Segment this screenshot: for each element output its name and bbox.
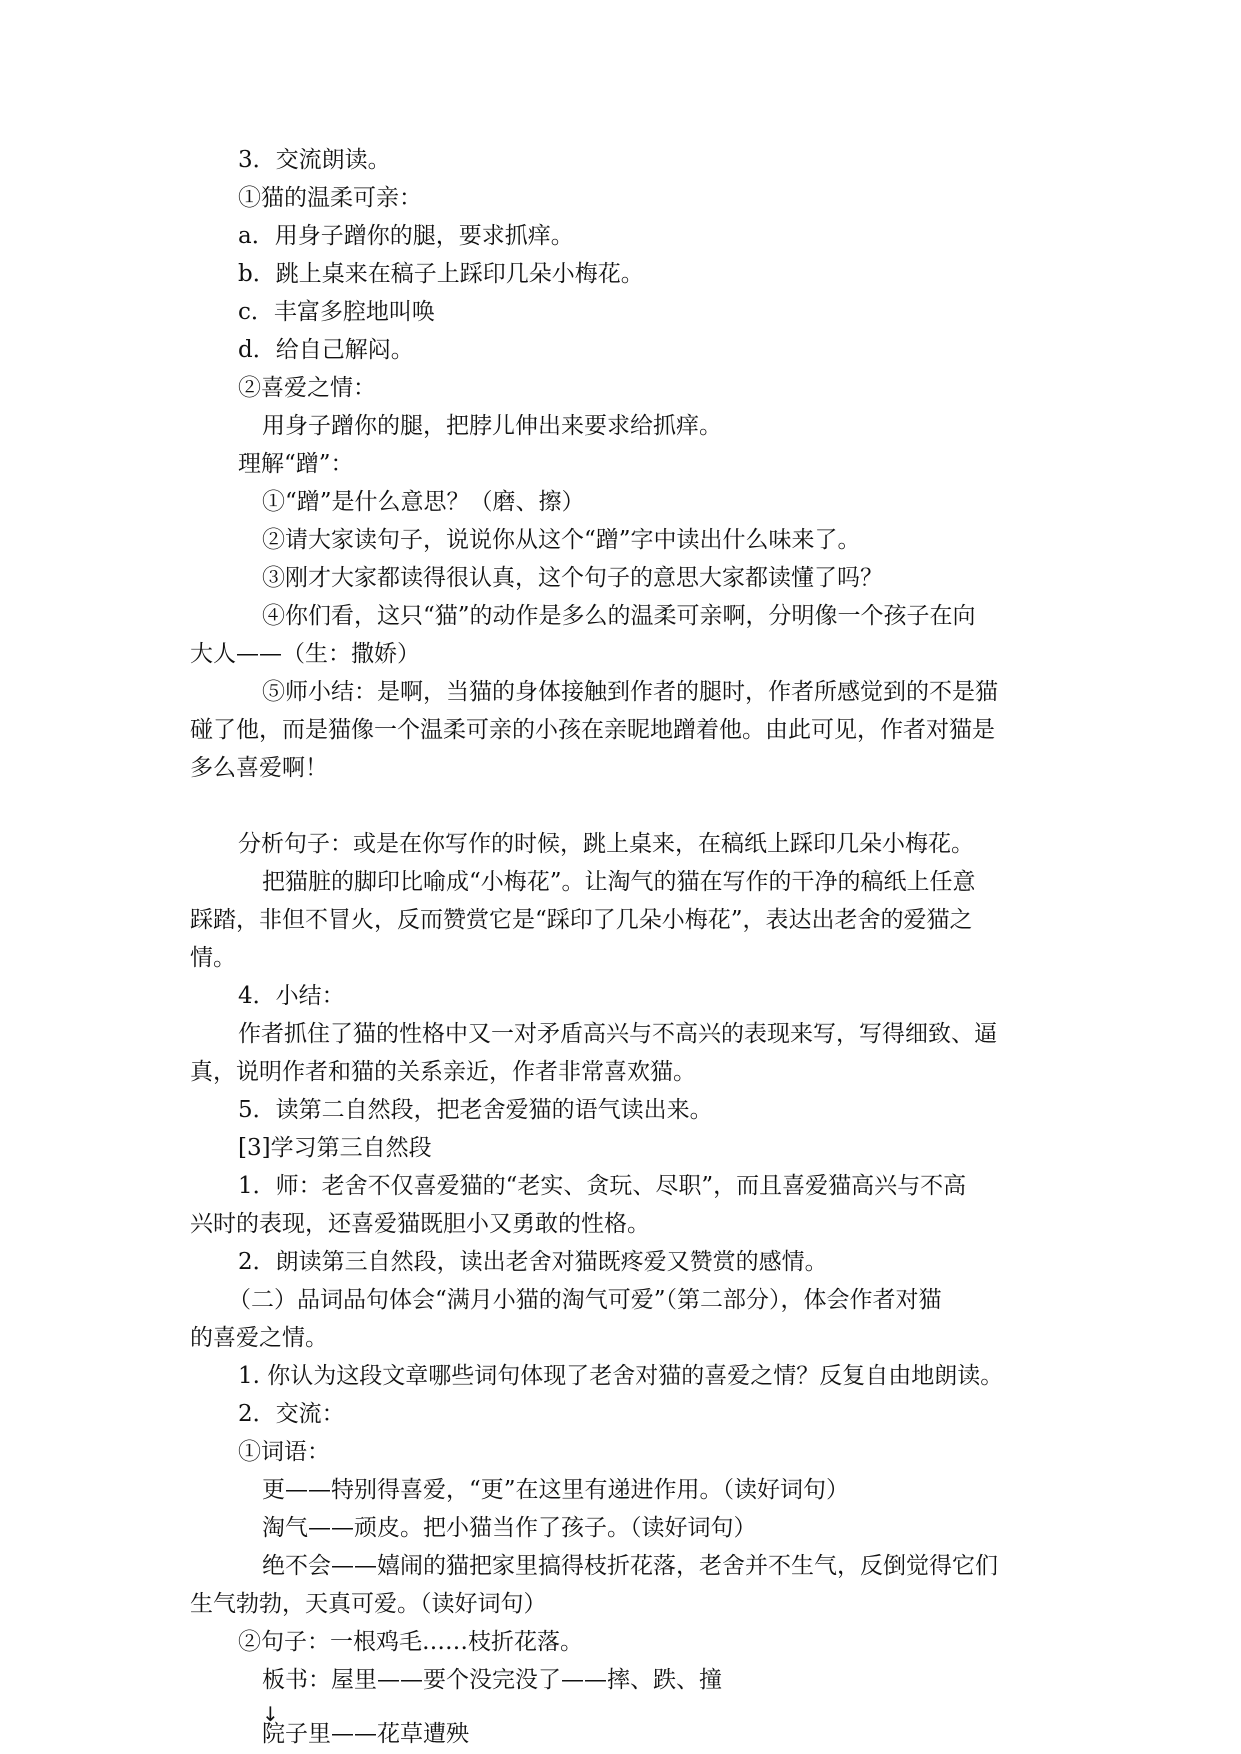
text-line: ②句子：一根鸡毛……枝折花落。: [238, 1629, 583, 1655]
text-line: 5．读第二自然段，把老舍爱猫的语气读出来。: [238, 1097, 713, 1123]
text-line: 踩踏，非但不冒火，反而赞赏它是“踩印了几朵小梅花”，表达出老舍的爱猫之: [190, 907, 973, 933]
text-line: 多么喜爱啊！: [190, 755, 328, 781]
text-line: 生气勃勃，天真可爱。（读好词句）: [190, 1591, 547, 1617]
text-line: ①词语：: [238, 1439, 330, 1465]
text-line: 碰了他，而是猫像一个温柔可亲的小孩在亲昵地蹭着他。由此可见，作者对猫是: [190, 717, 995, 743]
text-line: 情。: [190, 945, 236, 971]
text-line: 兴时的表现，还喜爱猫既胆小又勇敢的性格。: [190, 1211, 650, 1237]
text-line: 板书：屋里——要个没完没了——摔、跌、撞: [262, 1667, 722, 1693]
text-line: （二）品词品句体会“满月小猫的淘气可爱”（第二部分），体会作者对猫: [228, 1287, 942, 1313]
text-line: ①猫的温柔可亲：: [238, 185, 422, 211]
text-line: ②喜爱之情：: [238, 375, 376, 401]
text-line: ②请大家读句子，说说你从这个“蹭”字中读出什么味来了。: [262, 527, 861, 553]
text-line: 1．师：老舍不仅喜爱猫的“老实、贪玩、尽职”，而且喜爱猫高兴与不高: [238, 1173, 967, 1199]
text-line: 淘气——顽皮。把小猫当作了孩子。（读好词句）: [262, 1515, 757, 1541]
text-line: ④你们看，这只“猫”的动作是多么的温柔可亲啊，分明像一个孩子在向: [262, 603, 976, 629]
text-line: a．用身子蹭你的腿，要求抓痒。: [238, 223, 574, 249]
text-line: 理解“蹭”：: [238, 451, 354, 477]
text-line: ①“蹭”是什么意思？（磨、擦）: [262, 489, 585, 515]
text-line: 绝不会——嬉闹的猫把家里搞得枝折花落，老舍并不生气，反倒觉得它们: [262, 1553, 998, 1579]
text-line: b．跳上桌来在稿子上踩印几朵小梅花。: [238, 261, 644, 287]
text-line: ⑤师小结：是啊，当猫的身体接触到作者的腿时，作者所感觉到的不是猫: [262, 679, 998, 705]
text-line: 2．交流：: [238, 1401, 345, 1427]
text-line: 3．交流朗读。: [238, 147, 391, 173]
text-line: d．给自己解闷。: [238, 337, 414, 363]
text-line: 用身子蹭你的腿，把脖儿伸出来要求给抓痒。: [262, 413, 722, 439]
text-line: 把猫脏的脚印比喻成“小梅花”。让淘气的猫在写作的干净的稿纸上任意: [262, 869, 976, 895]
text-line: 院子里——花草遭殃: [262, 1721, 469, 1747]
down-arrow-icon: ↓: [262, 1702, 279, 1726]
text-line: 1. 你认为这段文章哪些词句体现了老舍对猫的喜爱之情？反复自由地朗读。: [238, 1363, 1004, 1389]
text-line: 真，说明作者和猫的关系亲近，作者非常喜欢猫。: [190, 1059, 696, 1085]
text-line: 4．小结：: [238, 983, 345, 1009]
text-line: 作者抓住了猫的性格中又一对矛盾高兴与不高兴的表现来写，写得细致、逼: [238, 1021, 997, 1047]
text-line: 分析句子：或是在你写作的时候，跳上桌来，在稿纸上踩印几朵小梅花。: [238, 831, 974, 857]
text-line: c．丰富多腔地叫唤: [238, 299, 435, 325]
text-line: [3]学习第三自然段: [238, 1135, 432, 1161]
text-line: 2．朗读第三自然段，读出老舍对猫既疼爱又赞赏的感情。: [238, 1249, 828, 1275]
text-line: 的喜爱之情。: [190, 1325, 328, 1351]
text-line: ③刚才大家都读得很认真，这个句子的意思大家都读懂了吗？: [262, 565, 883, 591]
text-line: 更——特别得喜爱，“更”在这里有递进作用。（读好词句）: [262, 1477, 850, 1503]
text-line: 大人——（生：撒娇）: [190, 641, 420, 667]
